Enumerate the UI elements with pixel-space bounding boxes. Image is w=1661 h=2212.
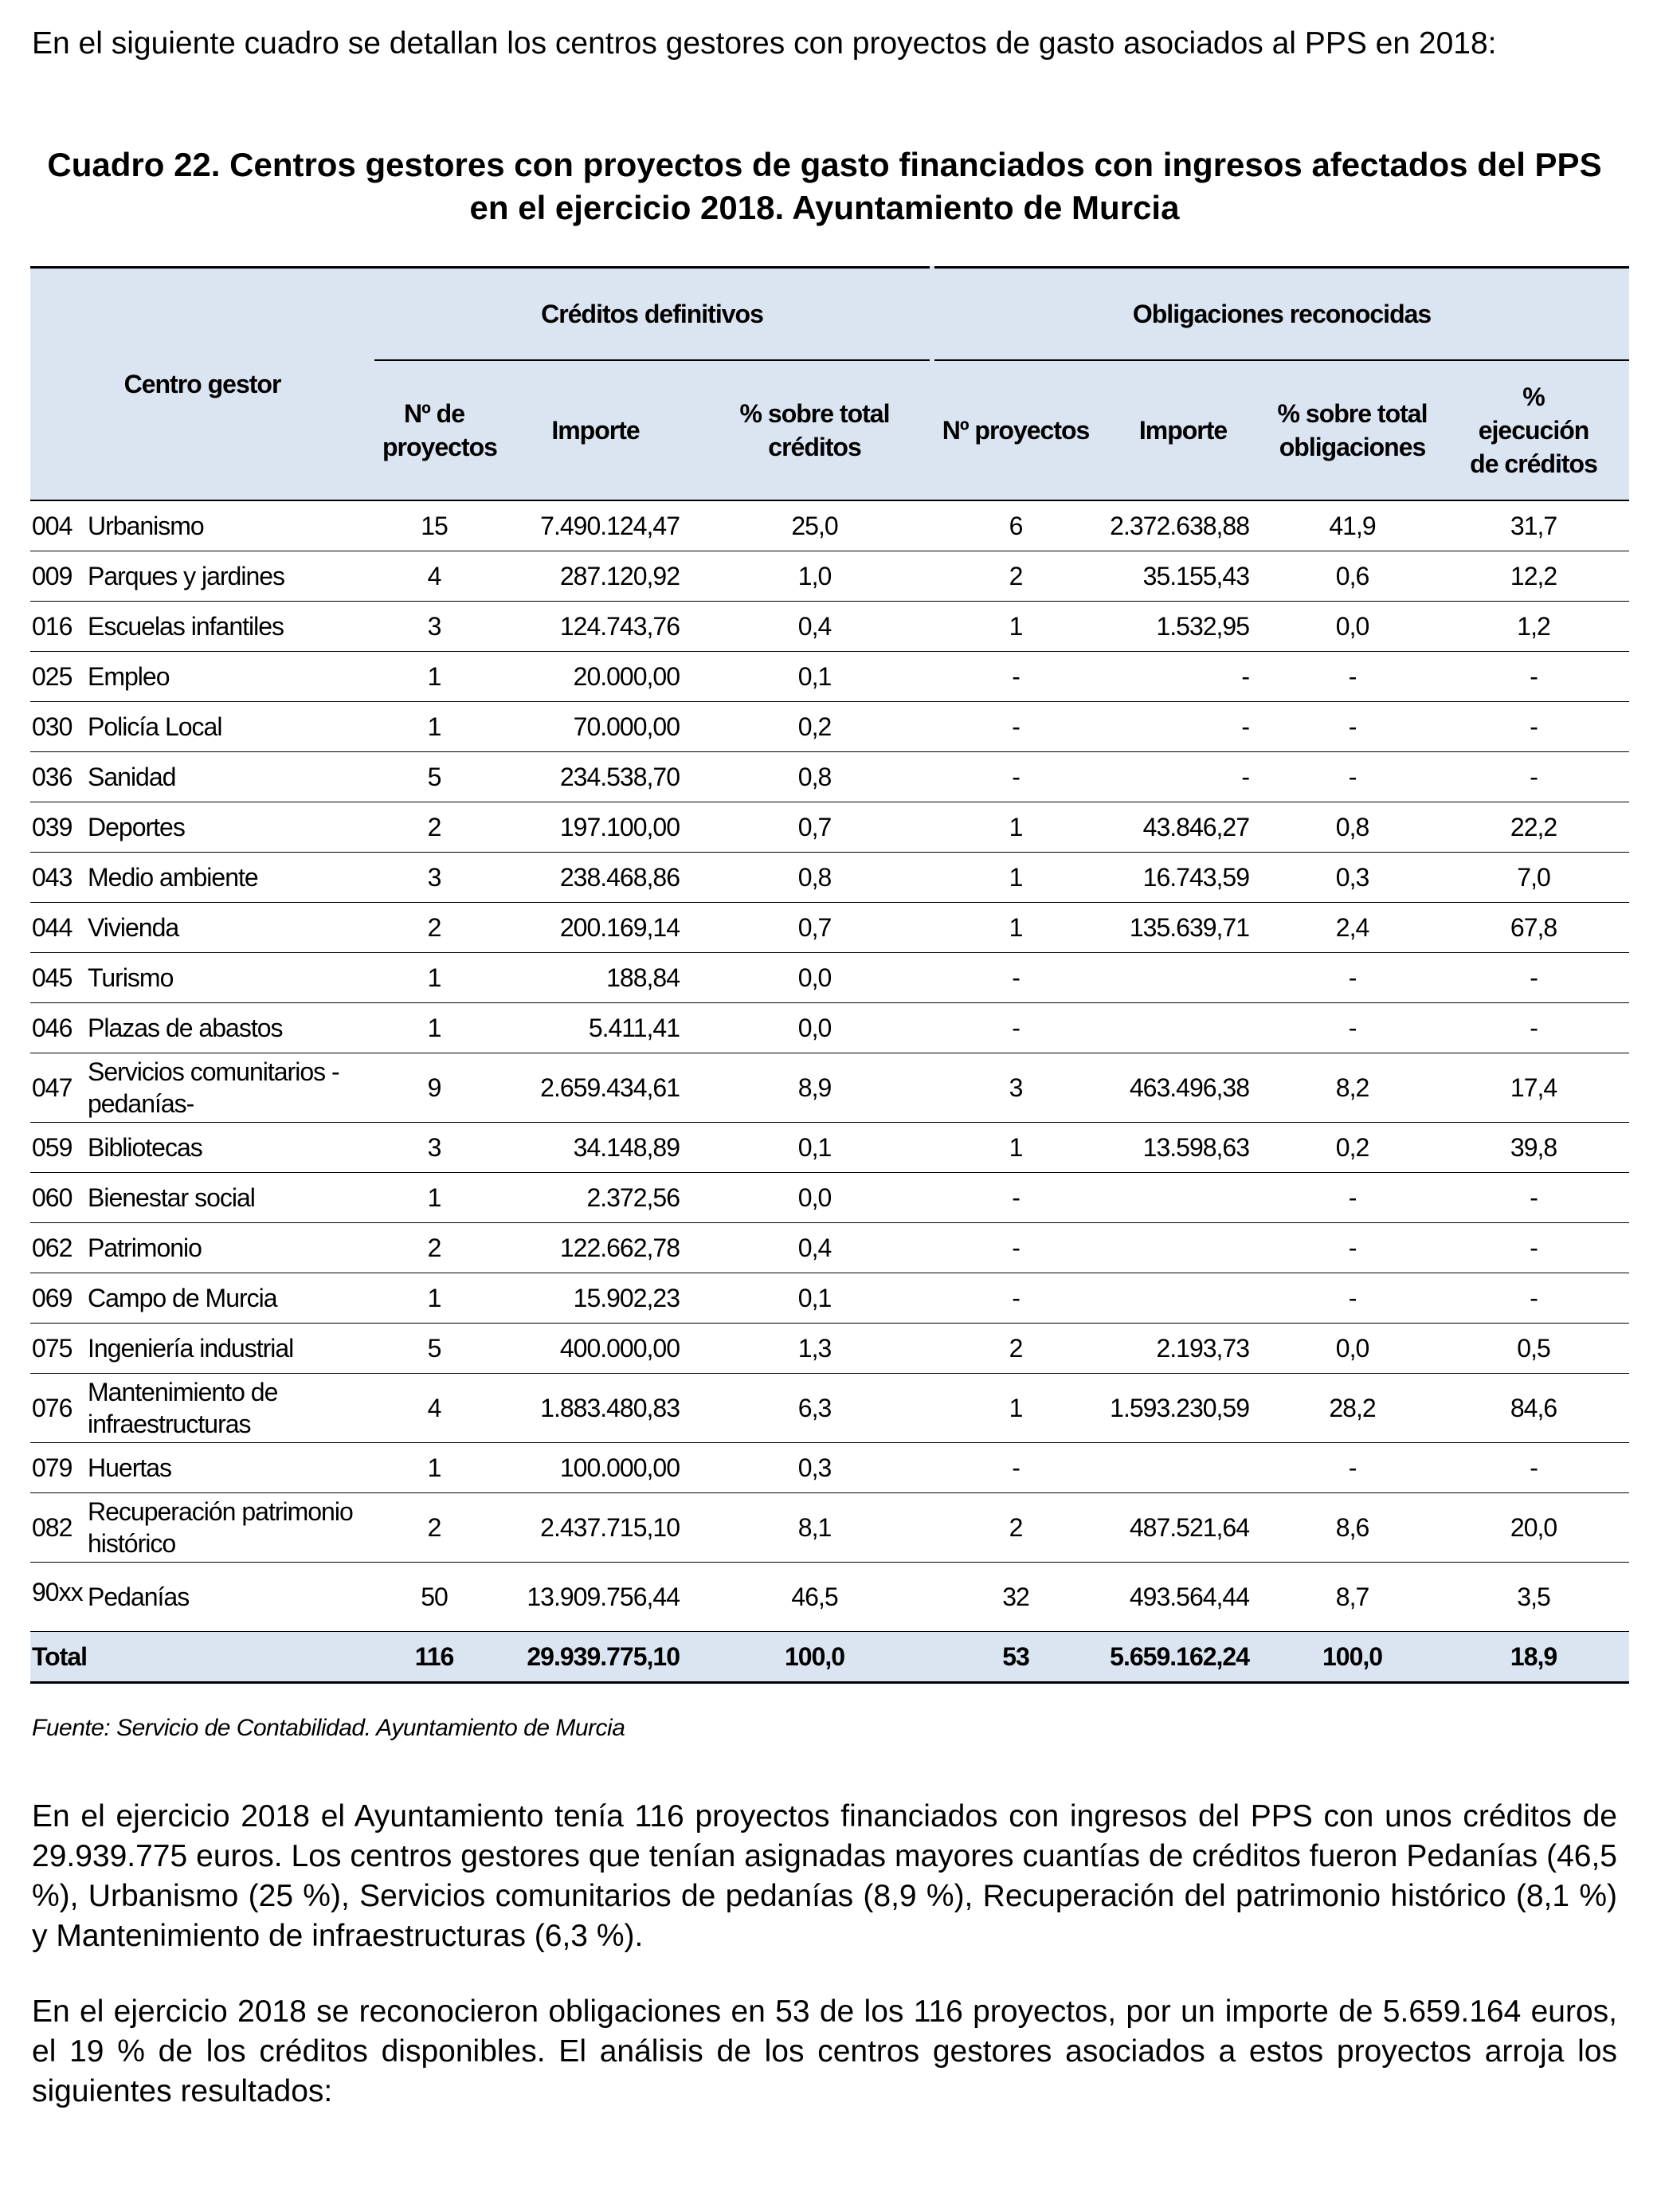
header-obligaciones-reconocidas: Obligaciones reconocidas — [932, 268, 1629, 361]
cell-n-proyectos: 2 — [374, 802, 494, 853]
cell-centro-gestor — [30, 953, 374, 1003]
cell-importe-ob — [1099, 953, 1267, 1003]
cell-pct-obligaciones: - — [1267, 652, 1438, 702]
cell-n-proyectos-ob: 2 — [932, 551, 1099, 602]
total-pct-ej: 18,9 — [1438, 1632, 1629, 1683]
table-row — [30, 551, 1629, 602]
centro-code: 047 — [32, 1073, 72, 1102]
cell-pct-ejecucion: 67,8 — [1438, 903, 1629, 953]
cell-n-proyectos: 5 — [374, 1324, 494, 1374]
centro-name: Turismo — [88, 963, 174, 992]
centro-name: Servicios comunitarios -pedanías- — [88, 1057, 339, 1118]
centro-code: 004 — [32, 512, 72, 540]
cell-pct-ejecucion: 3,5 — [1438, 1563, 1629, 1632]
cell-pct-creditos: 0,7 — [697, 903, 932, 953]
cell-pct-creditos: 0,0 — [697, 1173, 932, 1223]
centro-code: 075 — [32, 1334, 72, 1363]
cell-centro-gestor — [30, 702, 374, 752]
centro-name: Recuperación patrimonio histórico — [88, 1497, 353, 1558]
centro-name: Huertas — [88, 1453, 172, 1482]
cell-pct-obligaciones: 28,2 — [1267, 1374, 1438, 1443]
cell-pct-ejecucion: - — [1438, 652, 1629, 702]
cell-n-proyectos: 1 — [374, 702, 494, 752]
cell-importe-ob: 487.521,64 — [1099, 1493, 1267, 1563]
cell-centro-gestor — [30, 903, 374, 953]
table-row — [30, 500, 1629, 551]
cell-n-proyectos-ob: - — [932, 1003, 1099, 1053]
cell-pct-creditos: 0,8 — [697, 853, 932, 903]
cell-n-proyectos: 5 — [374, 752, 494, 802]
cell-pct-creditos: 8,9 — [697, 1053, 932, 1123]
centro-code: 036 — [32, 763, 72, 791]
centro-code: 043 — [32, 863, 72, 892]
table-row — [30, 602, 1629, 652]
table-row — [30, 1563, 1629, 1632]
cell-importe: 234.538,70 — [494, 752, 697, 802]
cell-n-proyectos-ob: 1 — [932, 602, 1099, 652]
cell-importe: 122.662,78 — [494, 1223, 697, 1273]
cell-pct-obligaciones: 8,7 — [1267, 1563, 1438, 1632]
cell-n-proyectos-ob: - — [932, 702, 1099, 752]
cell-importe-ob: 1.593.230,59 — [1099, 1374, 1267, 1443]
cell-importe-ob: 43.846,27 — [1099, 802, 1267, 853]
table-row — [30, 752, 1629, 802]
cell-centro-gestor — [30, 1053, 374, 1123]
cell-n-proyectos-ob: - — [932, 1173, 1099, 1223]
cell-importe: 188,84 — [494, 953, 697, 1003]
header-importe-obligaciones: Importe — [1099, 360, 1267, 500]
centro-name: Empleo — [88, 662, 170, 691]
cell-pct-obligaciones: 0,2 — [1267, 1123, 1438, 1173]
cell-pct-ejecucion: - — [1438, 752, 1629, 802]
cell-pct-obligaciones: - — [1267, 752, 1438, 802]
cell-pct-creditos: 0,2 — [697, 702, 932, 752]
cell-pct-creditos: 8,1 — [697, 1493, 932, 1563]
header-creditos-definitivos: Créditos definitivos — [374, 268, 932, 361]
cell-pct-obligaciones: 0,0 — [1267, 1324, 1438, 1374]
cell-n-proyectos: 4 — [374, 1374, 494, 1443]
cell-importe-ob: 16.743,59 — [1099, 853, 1267, 903]
table-body — [30, 500, 1629, 1632]
cell-pct-ejecucion: 7,0 — [1438, 853, 1629, 903]
cell-pct-ejecucion: 84,6 — [1438, 1374, 1629, 1443]
table-caption: Cuadro 22. Centros gestores con proyectos de gasto financiados con ingresos afectados del PPS en el ejercicio 2018. Ayuntamiento de Murcia — [47, 146, 1602, 226]
cell-importe: 400.000,00 — [494, 1324, 697, 1374]
cell-centro-gestor — [30, 1443, 374, 1493]
cell-pct-ejecucion: - — [1438, 1173, 1629, 1223]
centro-code: 069 — [32, 1284, 72, 1312]
cell-importe-ob — [1099, 1223, 1267, 1273]
cell-pct-ejecucion: 20,0 — [1438, 1493, 1629, 1563]
centro-name: Medio ambiente — [88, 863, 258, 892]
centro-code: 062 — [32, 1233, 72, 1262]
cell-centro-gestor — [30, 1123, 374, 1173]
total-importe: 29.939.775,10 — [494, 1632, 697, 1683]
cell-pct-ejecucion: 0,5 — [1438, 1324, 1629, 1374]
cell-importe-ob: - — [1099, 702, 1267, 752]
cell-pct-ejecucion: 17,4 — [1438, 1053, 1629, 1123]
total-label: Total — [30, 1632, 374, 1683]
cell-centro-gestor — [30, 1493, 374, 1563]
total-n-ob: 53 — [932, 1632, 1099, 1683]
cell-pct-ejecucion: - — [1438, 702, 1629, 752]
cell-importe-ob — [1099, 1003, 1267, 1053]
cell-centro-gestor — [30, 1324, 374, 1374]
cell-centro-gestor — [30, 602, 374, 652]
cell-importe: 15.902,23 — [494, 1273, 697, 1324]
centro-code: 046 — [32, 1014, 72, 1042]
centro-name: Patrimonio — [88, 1233, 202, 1262]
table-row — [30, 1123, 1629, 1173]
cell-n-proyectos: 1 — [374, 953, 494, 1003]
cell-pct-creditos: 46,5 — [697, 1563, 932, 1632]
header-n-proyectos: Nº de proyectos — [374, 360, 494, 500]
centro-code: 009 — [32, 562, 72, 590]
cell-importe: 13.909.756,44 — [494, 1563, 697, 1632]
cell-pct-creditos: 0,1 — [697, 1123, 932, 1173]
table-row — [30, 702, 1629, 752]
cell-n-proyectos: 1 — [374, 1443, 494, 1493]
cell-n-proyectos: 3 — [374, 602, 494, 652]
cell-n-proyectos-ob: - — [932, 752, 1099, 802]
cell-pct-creditos: 0,1 — [697, 1273, 932, 1324]
cell-importe-ob: - — [1099, 652, 1267, 702]
table-row — [30, 1493, 1629, 1563]
cell-n-proyectos: 9 — [374, 1053, 494, 1123]
cell-pct-obligaciones: - — [1267, 1443, 1438, 1493]
header-pct-obligaciones: % sobre total obligaciones — [1267, 360, 1438, 500]
centro-name: Ingeniería industrial — [88, 1334, 294, 1363]
cell-n-proyectos: 50 — [374, 1563, 494, 1632]
cell-pct-creditos: 0,0 — [697, 953, 932, 1003]
cell-pct-creditos: 6,3 — [697, 1374, 932, 1443]
table-row — [30, 1273, 1629, 1324]
centro-code: 082 — [32, 1513, 72, 1542]
table-row — [30, 1324, 1629, 1374]
centro-code: 016 — [32, 612, 72, 641]
cell-n-proyectos: 1 — [374, 652, 494, 702]
table-row — [30, 652, 1629, 702]
cell-centro-gestor — [30, 1563, 374, 1632]
cell-pct-obligaciones: - — [1267, 1003, 1438, 1053]
cell-n-proyectos: 3 — [374, 1123, 494, 1173]
cell-importe-ob: 135.639,71 — [1099, 903, 1267, 953]
cell-importe: 34.148,89 — [494, 1123, 697, 1173]
cell-n-proyectos: 2 — [374, 903, 494, 953]
cell-importe: 5.411,41 — [494, 1003, 697, 1053]
centro-name: Policía Local — [88, 712, 222, 741]
cell-centro-gestor — [30, 802, 374, 853]
cell-pct-ejecucion: - — [1438, 953, 1629, 1003]
cell-n-proyectos-ob: 3 — [932, 1053, 1099, 1123]
cell-importe: 200.169,14 — [494, 903, 697, 953]
cell-pct-obligaciones: 41,9 — [1267, 500, 1438, 551]
cell-centro-gestor — [30, 652, 374, 702]
cell-pct-obligaciones: - — [1267, 1173, 1438, 1223]
cell-n-proyectos: 2 — [374, 1493, 494, 1563]
cell-n-proyectos-ob: 32 — [932, 1563, 1099, 1632]
cell-pct-ejecucion: - — [1438, 1003, 1629, 1053]
cell-n-proyectos: 1 — [374, 1003, 494, 1053]
source-note: Fuente: Servicio de Contabilidad. Ayuntamiento de Murcia — [32, 1715, 625, 1741]
cell-importe: 1.883.480,83 — [494, 1374, 697, 1443]
centro-code: 90xx — [32, 1578, 83, 1606]
cell-n-proyectos-ob: - — [932, 1223, 1099, 1273]
centros-gestores-table — [30, 266, 1629, 1684]
header-importe: Importe — [494, 360, 697, 500]
cell-n-proyectos-ob: - — [932, 652, 1099, 702]
cell-pct-obligaciones: - — [1267, 1223, 1438, 1273]
total-n: 116 — [374, 1632, 494, 1683]
cell-pct-creditos: 0,3 — [697, 1443, 932, 1493]
centro-name: Sanidad — [88, 763, 176, 791]
centro-code: 079 — [32, 1453, 72, 1482]
cell-pct-obligaciones: 0,0 — [1267, 602, 1438, 652]
cell-pct-obligaciones: 0,3 — [1267, 853, 1438, 903]
cell-importe: 7.490.124,47 — [494, 500, 697, 551]
cell-n-proyectos: 4 — [374, 551, 494, 602]
paragraph-1: En el ejercicio 2018 el Ayuntamiento tenía 116 proyectos financiados con ingresos del PPS con unos créditos de 29.939.775 euros. Los centros gestores que tenían asignadas mayores cuantías de créditos fueron Pedanías (46,5 %), Urbanismo (25 %), Servicios comunitarios de pedanías (8,9 %), Recuperación del patrimonio histórico (8,1 %) y Mantenimiento de infraestructuras (6,3 %). — [32, 1799, 1617, 1953]
intro-text: En el siguiente cuadro se detallan los centros gestores con proyectos de gasto asociados al PPS en 2018: — [32, 26, 1497, 61]
centro-name: Pedanías — [88, 1583, 190, 1611]
table-row — [30, 1053, 1629, 1123]
cell-pct-ejecucion: 39,8 — [1438, 1123, 1629, 1173]
cell-importe-ob — [1099, 1273, 1267, 1324]
cell-pct-creditos: 0,4 — [697, 1223, 932, 1273]
cell-importe-ob: 1.532,95 — [1099, 602, 1267, 652]
cell-centro-gestor — [30, 1273, 374, 1324]
cell-centro-gestor — [30, 500, 374, 551]
centro-code: 076 — [32, 1394, 72, 1422]
cell-n-proyectos-ob: 1 — [932, 1123, 1099, 1173]
header-centro-gestor: Centro gestor — [30, 268, 374, 501]
cell-pct-ejecucion: 1,2 — [1438, 602, 1629, 652]
cell-pct-ejecucion: - — [1438, 1273, 1629, 1324]
cell-n-proyectos: 3 — [374, 853, 494, 903]
table-row — [30, 1443, 1629, 1493]
table-row — [30, 1173, 1629, 1223]
cell-pct-creditos: 0,1 — [697, 652, 932, 702]
cell-pct-obligaciones: - — [1267, 1273, 1438, 1324]
cell-importe: 20.000,00 — [494, 652, 697, 702]
centro-code: 030 — [32, 712, 72, 741]
cell-importe-ob: 2.193,73 — [1099, 1324, 1267, 1374]
cell-pct-ejecucion: 12,2 — [1438, 551, 1629, 602]
centro-name: Campo de Murcia — [88, 1284, 277, 1312]
cell-centro-gestor — [30, 752, 374, 802]
cell-pct-creditos: 25,0 — [697, 500, 932, 551]
centro-code: 045 — [32, 963, 72, 992]
centro-name: Mantenimiento de infraestructuras — [88, 1378, 278, 1438]
cell-pct-creditos: 1,3 — [697, 1324, 932, 1374]
centro-code: 059 — [32, 1133, 72, 1162]
cell-pct-obligaciones: 2,4 — [1267, 903, 1438, 953]
total-pct: 100,0 — [697, 1632, 932, 1683]
cell-importe: 238.468,86 — [494, 853, 697, 903]
cell-centro-gestor — [30, 1173, 374, 1223]
cell-importe: 2.372,56 — [494, 1173, 697, 1223]
cell-pct-obligaciones: 0,6 — [1267, 551, 1438, 602]
cell-importe-ob: 13.598,63 — [1099, 1123, 1267, 1173]
cell-n-proyectos-ob: 2 — [932, 1493, 1099, 1563]
cell-n-proyectos: 1 — [374, 1273, 494, 1324]
cell-importe: 124.743,76 — [494, 602, 697, 652]
cell-importe-ob: - — [1099, 752, 1267, 802]
cell-n-proyectos-ob: 1 — [932, 853, 1099, 903]
centro-name: Parques y jardines — [88, 562, 285, 590]
cell-pct-ejecucion: - — [1438, 1223, 1629, 1273]
cell-importe-ob — [1099, 1173, 1267, 1223]
centro-name: Plazas de abastos — [88, 1014, 283, 1042]
cell-n-proyectos-ob: 2 — [932, 1324, 1099, 1374]
cell-pct-creditos: 1,0 — [697, 551, 932, 602]
cell-importe: 100.000,00 — [494, 1443, 697, 1493]
cell-pct-creditos: 0,8 — [697, 752, 932, 802]
centro-name: Deportes — [88, 813, 185, 841]
cell-pct-ejecucion: 31,7 — [1438, 500, 1629, 551]
table-row — [30, 1003, 1629, 1053]
cell-n-proyectos: 1 — [374, 1173, 494, 1223]
table-container — [30, 266, 1629, 1684]
cell-importe-ob: 493.564,44 — [1099, 1563, 1267, 1632]
cell-centro-gestor — [30, 1003, 374, 1053]
header-pct-ejecucion: % ejecución de créditos — [1438, 360, 1629, 500]
cell-n-proyectos: 15 — [374, 500, 494, 551]
header-pct-creditos: % sobre total créditos — [697, 360, 932, 500]
cell-importe-ob: 2.372.638,88 — [1099, 500, 1267, 551]
centro-name: Urbanismo — [88, 512, 204, 540]
cell-pct-creditos: 0,0 — [697, 1003, 932, 1053]
total-pct-ob: 100,0 — [1267, 1632, 1438, 1683]
centro-name: Vivienda — [88, 913, 179, 942]
centro-name: Bienestar social — [88, 1183, 255, 1212]
table-row — [30, 1223, 1629, 1273]
cell-importe-ob: 463.496,38 — [1099, 1053, 1267, 1123]
cell-pct-obligaciones: - — [1267, 953, 1438, 1003]
cell-n-proyectos-ob: - — [932, 1443, 1099, 1493]
cell-importe: 197.100,00 — [494, 802, 697, 853]
cell-importe: 2.659.434,61 — [494, 1053, 697, 1123]
cell-pct-obligaciones: 8,6 — [1267, 1493, 1438, 1563]
cell-n-proyectos-ob: 1 — [932, 802, 1099, 853]
total-row — [30, 1632, 1629, 1683]
cell-importe-ob — [1099, 1443, 1267, 1493]
cell-n-proyectos-ob: 1 — [932, 1374, 1099, 1443]
cell-pct-obligaciones: - — [1267, 702, 1438, 752]
cell-n-proyectos-ob: - — [932, 1273, 1099, 1324]
cell-pct-obligaciones: 0,8 — [1267, 802, 1438, 853]
cell-n-proyectos-ob: 1 — [932, 903, 1099, 953]
cell-pct-obligaciones: 8,2 — [1267, 1053, 1438, 1123]
table-row — [30, 853, 1629, 903]
total-importe-ob: 5.659.162,24 — [1099, 1632, 1267, 1683]
centro-code: 039 — [32, 813, 72, 841]
table-row — [30, 903, 1629, 953]
cell-importe-ob: 35.155,43 — [1099, 551, 1267, 602]
cell-importe: 287.120,92 — [494, 551, 697, 602]
centro-code: 025 — [32, 662, 72, 691]
cell-pct-creditos: 0,4 — [697, 602, 932, 652]
centro-name: Bibliotecas — [88, 1133, 202, 1162]
table-row — [30, 802, 1629, 853]
cell-centro-gestor — [30, 1374, 374, 1443]
cell-n-proyectos: 2 — [374, 1223, 494, 1273]
cell-importe: 70.000,00 — [494, 702, 697, 752]
table-row — [30, 1374, 1629, 1443]
cell-n-proyectos-ob: 6 — [932, 500, 1099, 551]
cell-centro-gestor — [30, 853, 374, 903]
table-row — [30, 953, 1629, 1003]
cell-pct-ejecucion: 22,2 — [1438, 802, 1629, 853]
paragraph-2: En el ejercicio 2018 se reconocieron obligaciones en 53 de los 116 proyectos, por un importe de 5.659.164 euros, el 19 % de los créditos disponibles. El análisis de los centros gestores asociados a estos proyectos arroja los siguientes resultados: — [32, 1994, 1617, 2108]
centro-code: 060 — [32, 1183, 72, 1212]
cell-pct-creditos: 0,7 — [697, 802, 932, 853]
centro-name: Escuelas infantiles — [88, 612, 284, 641]
cell-importe: 2.437.715,10 — [494, 1493, 697, 1563]
cell-centro-gestor — [30, 551, 374, 602]
cell-pct-ejecucion: - — [1438, 1443, 1629, 1493]
centro-code: 044 — [32, 913, 72, 942]
cell-n-proyectos-ob: - — [932, 953, 1099, 1003]
cell-centro-gestor — [30, 1223, 374, 1273]
header-n-proyectos-obligaciones: Nº proyectos — [932, 360, 1099, 500]
